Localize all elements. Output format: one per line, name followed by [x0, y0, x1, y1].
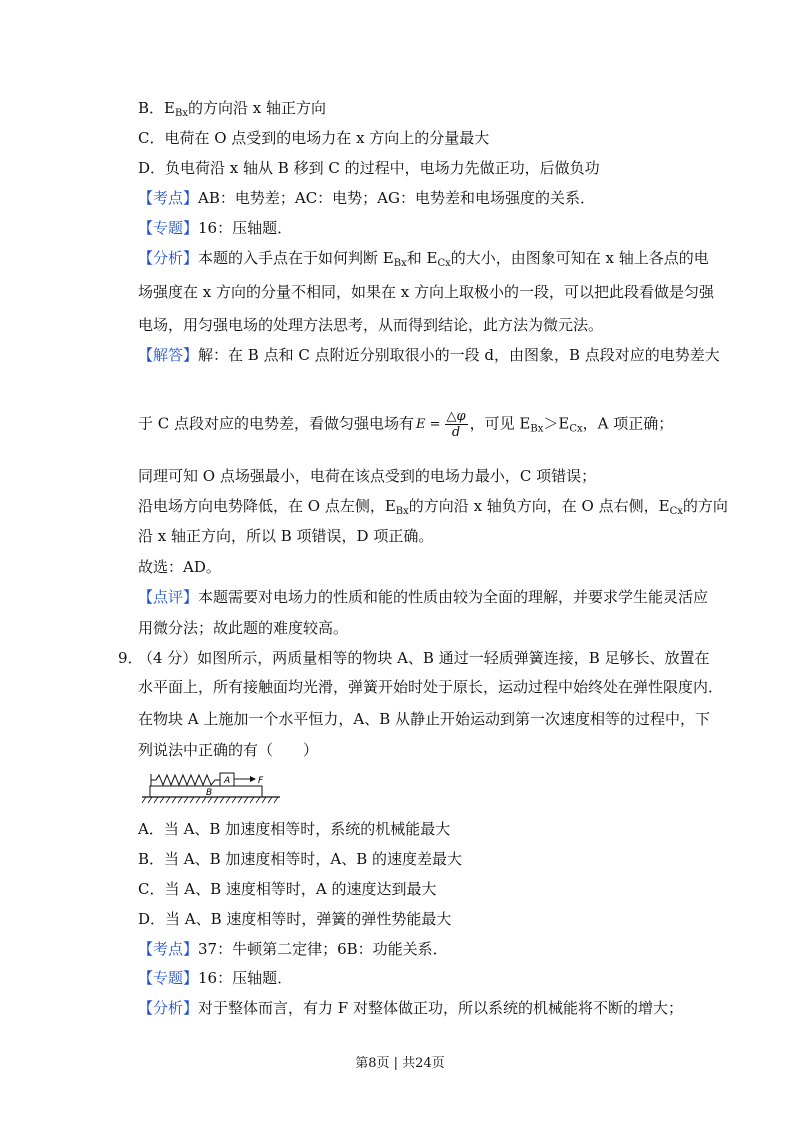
- kaodian-tag: 【考点】: [138, 940, 199, 958]
- q9-option-c: C．当 A、B 速度相等时，A 的速度达到最大: [138, 880, 437, 898]
- q9-fenxi-line1: 【分析】对于整体而言，有力 F 对整体做正功，所以系统的机械能将不断的增大；: [138, 999, 683, 1017]
- spring-block-figure: [140, 768, 290, 808]
- q8-zhuanti: 【专题】16：压轴题．: [138, 219, 293, 237]
- formula-e-eq-dphi-over-d: E = $\frac{\triangle\varphi}{d}$: [416, 409, 466, 440]
- q9-option-b: B．当 A、B 加速度相等时，A、B 的速度差最大: [138, 850, 463, 868]
- q8-jieda-line4: 沿电场方向电势降低，在 O 点左侧，$E_{Bx}$的方向沿 x 轴负方向，在 O 点右侧，$E_{Cx}$的方向: [138, 497, 728, 517]
- zhuanti-tag: 【专题】: [138, 219, 199, 237]
- q9-option-d: D．当 A、B 速度相等时，弹簧的弹性势能最大: [138, 910, 452, 928]
- q8-option-d: D．负电荷沿 x 轴从 B 移到 C 的过程中，电场力先做正功，后做负功: [138, 159, 600, 177]
- q8-jieda-line2: 于 C 点段对应的电势差，看做匀强电场有 E = $\frac{\triangle\varphi}{d}$ ，可见 $E_{Bx}>E_{Cx}$，A 项正确；: [138, 409, 674, 440]
- page-footer: 第8页 | 共24页: [355, 1056, 445, 1071]
- q8-dianping-line1: 【点评】本题需要对电场力的性质和能的性质由较为全面的理解，并要求学生能灵活应: [138, 588, 709, 606]
- label-b: B: [206, 788, 213, 798]
- q8-answer: 故选：AD。: [138, 558, 221, 576]
- q9-stem-line2: 水平面上，所有接触面均光滑，弹簧开始时处于原长，运动过程中始终处在弹性限度内．: [138, 678, 724, 696]
- q8-jieda-line5: 沿 x 轴正方向，所以 B 项错误，D 项正确。: [138, 527, 434, 545]
- kaodian-tag: 【考点】: [138, 189, 199, 207]
- q8-jieda-line3: 同理可知 O 点场强最小，电荷在该点受到的电场力最小，C 项错误；: [138, 467, 597, 485]
- zhuanti-tag: 【专题】: [138, 969, 199, 987]
- label-a: A: [224, 776, 231, 786]
- q9-number: 9．: [118, 649, 143, 667]
- jieda-tag: 【解答】: [138, 346, 199, 364]
- q8-fenxi-line2: 场强度在 x 方向的分量不相同，如果在 x 方向上取极小的一段，可以把此段看做是匀强: [138, 283, 714, 301]
- q8-option-c: C．电荷在 O 点受到的电场力在 x 方向上的分量最大: [138, 129, 490, 147]
- fenxi-tag: 【分析】: [138, 249, 199, 267]
- q9-kaodian: 【考点】37：牛顿第二定律；6B：功能关系．: [138, 940, 448, 958]
- q9-zhuanti: 【专题】16：压轴题．: [138, 969, 293, 987]
- q9-stem-line4: 列说法中正确的有（ ）: [138, 741, 319, 759]
- q8-fenxi-line1: 【分析】本题的入手点在于如何判断 $E_{Bx}$和 $E_{Cx}$的大小，由图象可知在 x 轴上各点的电: [138, 249, 709, 269]
- dianping-tag: 【点评】: [138, 588, 199, 606]
- q8-option-b: B．$E_{Bx}$的方向沿 x 轴正方向: [138, 99, 326, 119]
- q8-dianping-line2: 用微分法；故此题的难度较高。: [138, 619, 349, 637]
- fenxi-tag: 【分析】: [138, 999, 199, 1017]
- q8-fenxi-line3: 电场，用匀强电场的处理方法思考，从而得到结论，此方法为微元法。: [138, 316, 604, 334]
- force-arrow-icon: [250, 776, 256, 782]
- q8-jieda-line1: 【解答】解：在 B 点和 C 点附近分别取很小的一段 d，由图象，B 点段对应的电势差大: [138, 346, 720, 364]
- q9-stem-line1: （4 分）如图所示，两质量相等的物块 A、B 通过一轻质弹簧连接，B 足够长、放置在: [138, 649, 710, 667]
- q9-option-a: A．当 A、B 加速度相等时，系统的机械能最大: [138, 820, 451, 838]
- spring-icon: [151, 775, 220, 785]
- q9-stem-line3: 在物块 A 上施加一个水平恒力，A、B 从静止开始运动到第一次速度相等的过程中，下: [138, 710, 710, 728]
- label-f: F: [258, 776, 264, 786]
- q8-kaodian: 【考点】AB：电势差；AC：电势；AG：电势差和电场强度的关系．: [138, 189, 595, 207]
